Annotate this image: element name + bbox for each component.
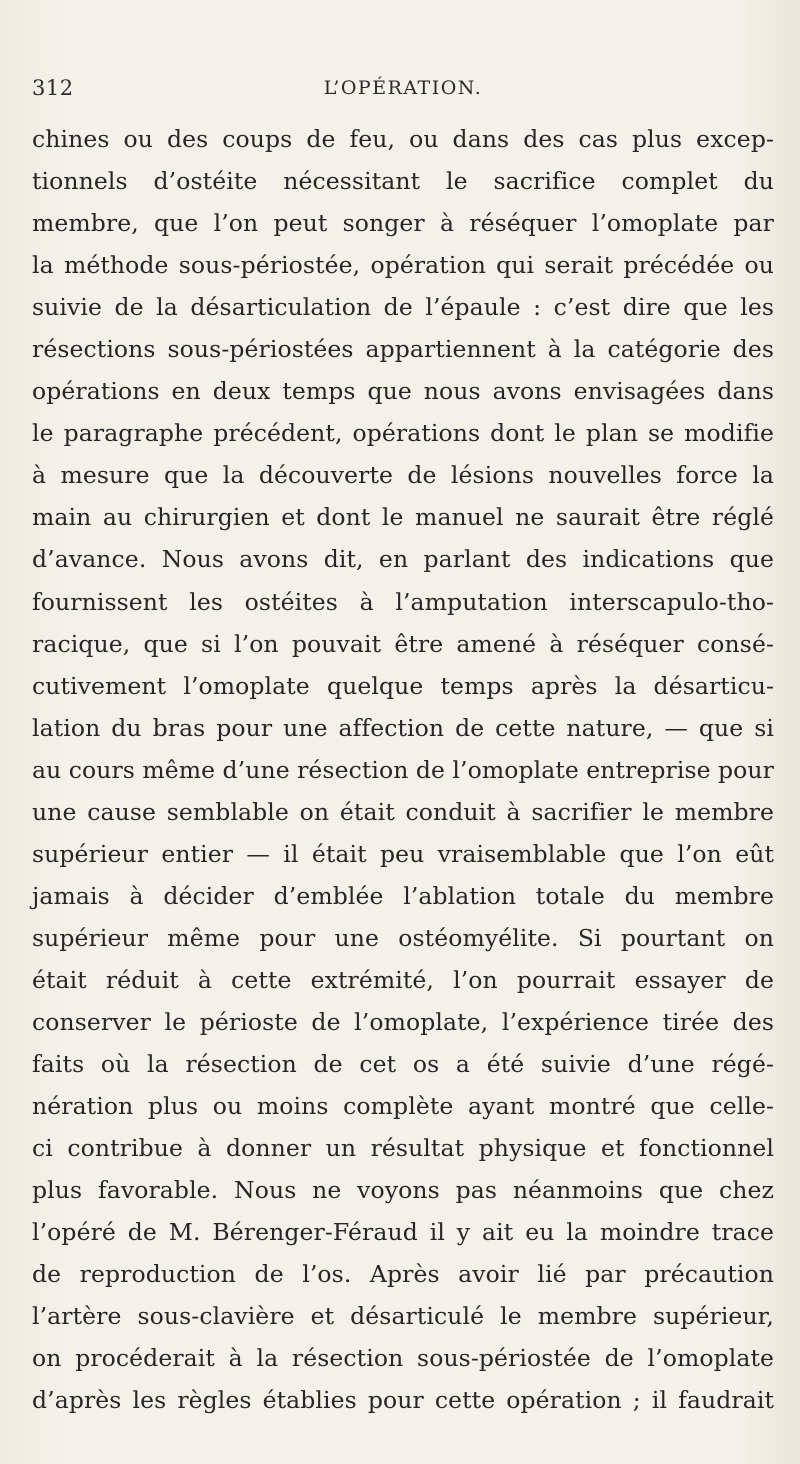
text-line: faits où la résection de cet os a été suivie d’une régé- [32, 1050, 774, 1079]
text-line: de reproduction de l’os. Après avoir lié par précaution [32, 1260, 774, 1289]
text-line: nération plus ou moins complète ayant montré que celle- [32, 1092, 774, 1121]
text-line: chines ou des coups de feu, ou dans des cas plus excep- [32, 125, 774, 153]
text-line: au cours même d’une résection de l’omoplate entreprise pour [32, 755, 774, 784]
text-line: résections sous-périostées appartiennent à la catégorie des [32, 335, 774, 364]
text-line: à mesure que la découverte de lésions nouvelles force la [32, 461, 774, 490]
text-line: tionnels d’ostéite nécessitant le sacrifice complet du [32, 167, 774, 196]
text-line: plus favorable. Nous ne voyons pas néanmoins que chez [32, 1176, 774, 1205]
text-line: d’après les règles établies pour cette opération ; il faudrait [32, 1386, 774, 1415]
text-line: jamais à décider d’emblée l’ablation totale du membre [32, 881, 774, 910]
text-line: membre, que l’on peut songer à réséquer l’omoplate par [32, 209, 774, 238]
text-line: fournissent les ostéites à l’amputation interscapulo-tho- [32, 587, 774, 616]
page-header [32, 76, 774, 106]
text-line: l’artère sous-clavière et désarticulé le membre supérieur, [32, 1302, 774, 1331]
text-line: supérieur même pour une ostéomyélite. Si pourtant on [32, 923, 774, 952]
text-line: conserver le périoste de l’omoplate, l’expérience tirée des [32, 1007, 774, 1036]
text-line: la méthode sous-périostée, opération qui serait précédée ou [32, 251, 774, 280]
text-line: suivie de la désarticulation de l’épaule : c’est dire que les [32, 293, 774, 322]
text-line: lation du bras pour une affection de cette nature, — que si [32, 713, 774, 742]
text-line: on procéderait à la résection sous-périostée de l’omoplate [32, 1344, 774, 1373]
text-line: l’opéré de M. Bérenger-Féraud il y ait eu la moindre trace [32, 1218, 774, 1247]
text-line: racique, que si l’on pouvait être amené à réséquer consé- [32, 629, 774, 658]
page-number: 312 [32, 76, 74, 100]
text-line: main au chirurgien et dont le manuel ne saurait être réglé [32, 503, 774, 532]
text-line: d’avance. Nous avons dit, en parlant des indications que [32, 545, 774, 574]
text-line: opérations en deux temps que nous avons envisagées dans [32, 377, 774, 406]
running-head: L’OPÉRATION. [323, 77, 483, 99]
text-line: une cause semblable on était conduit à sacrifier le membre [32, 797, 774, 826]
text-line: le paragraphe précédent, opérations dont le plan se modifie [32, 419, 774, 448]
body-text [32, 118, 774, 1421]
text-line: ci contribue à donner un résultat physique et fonctionnel [32, 1134, 774, 1163]
text-line: était réduit à cette extrémité, l’on pourrait essayer de [32, 965, 774, 994]
text-line: supérieur entier — il était peu vraisemblable que l’on eût [32, 839, 774, 868]
text-line: cutivement l’omoplate quelque temps après la désarticu- [32, 671, 774, 700]
